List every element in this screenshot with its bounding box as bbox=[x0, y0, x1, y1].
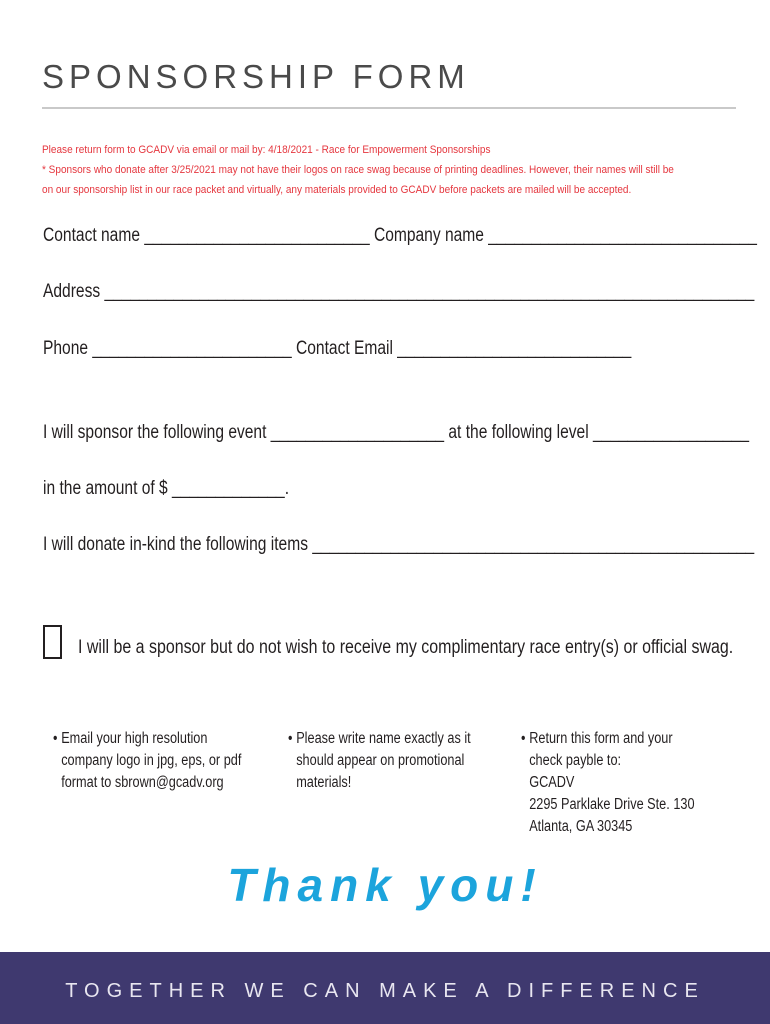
info-line: materials! bbox=[296, 774, 352, 791]
info-line: Atlanta, GA 30345 bbox=[529, 818, 633, 835]
info-line: GCADV bbox=[529, 774, 575, 791]
logo-instructions bbox=[53, 728, 241, 794]
event-level-field[interactable]: I will sponsor the following event ____________________ at the following level __________________ bbox=[43, 422, 749, 443]
info-line: Return this form and your bbox=[529, 730, 673, 747]
name-instructions bbox=[288, 728, 471, 794]
no-swag-checkbox-label: I will be a sponsor but do not wish to receive my complimentary race entry(s) or official swag. bbox=[78, 637, 734, 658]
bullet-icon: • bbox=[53, 730, 58, 747]
info-line: check payble to: bbox=[529, 752, 622, 769]
info-line: Please write name exactly as it bbox=[296, 730, 471, 747]
address-field[interactable]: Address ___________________________________________________________________________ bbox=[43, 281, 755, 302]
info-line: company logo in jpg, eps, or pdf bbox=[61, 752, 242, 769]
inkind-items-field[interactable]: I will donate in-kind the following items ___________________________________________________ bbox=[43, 534, 755, 555]
contact-company-field[interactable]: Contact name __________________________ Company name _______________________________ bbox=[43, 225, 757, 246]
info-line: format to sbrown@gcadv.org bbox=[61, 774, 224, 791]
info-line: should appear on promotional bbox=[296, 752, 465, 769]
title-divider bbox=[42, 107, 736, 109]
footer-tagline: TOGETHER WE CAN MAKE A DIFFERENCE bbox=[65, 980, 705, 1002]
return-instructions bbox=[521, 728, 695, 838]
bullet-icon: • bbox=[521, 730, 526, 747]
info-line: 2295 Parklake Drive Ste. 130 bbox=[529, 796, 695, 813]
phone-email-field[interactable]: Phone _______________________ Contact Email ___________________________ bbox=[43, 338, 632, 359]
notice-line-1: Please return form to GCADV via email or mail by: 4/18/2021 - Race for Empowerment Sponsorships bbox=[42, 144, 491, 156]
notice-line-3: on our sponsorship list in our race packet and virtually, any materials provided to GCADV before packets are mailed will be accepted. bbox=[42, 184, 632, 196]
no-swag-checkbox[interactable] bbox=[43, 625, 62, 659]
amount-field[interactable]: in the amount of $ _____________. bbox=[43, 478, 290, 499]
info-line: Email your high resolution bbox=[61, 730, 208, 747]
page-title: SPONSORSHIP FORM bbox=[42, 58, 470, 95]
thank-you-heading: Thank you! bbox=[227, 859, 543, 911]
return-notice bbox=[42, 140, 728, 200]
bullet-icon: • bbox=[288, 730, 293, 747]
notice-line-2: * Sponsors who donate after 3/25/2021 may not have their logos on race swag because of printing deadlines. However, their names will still be bbox=[42, 164, 674, 176]
